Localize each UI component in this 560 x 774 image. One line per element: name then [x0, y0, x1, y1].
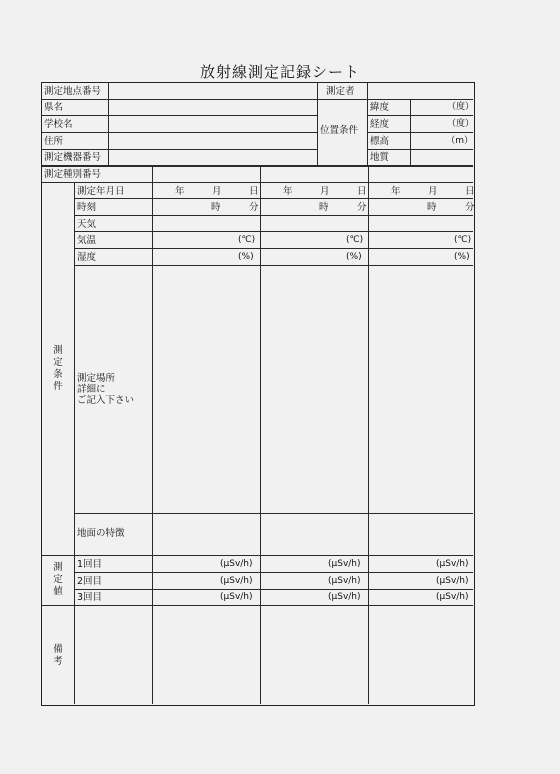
- temperature-label: 気温: [77, 235, 97, 246]
- latitude-label: 緯度: [370, 102, 390, 113]
- school-name-field[interactable]: [110, 117, 316, 131]
- values-group-label: 測定値: [53, 562, 63, 597]
- prefecture-field[interactable]: [110, 101, 316, 114]
- minute-label-col3: 分: [465, 202, 475, 213]
- remarks-field-col2[interactable]: [261, 607, 367, 703]
- year-label-col2: 年: [283, 186, 293, 197]
- round2-label: 2回目: [77, 576, 103, 587]
- sievert-unit-col3-r2: (μSv/h): [436, 576, 469, 586]
- location-field-col2[interactable]: [261, 267, 367, 512]
- address-field[interactable]: [110, 134, 316, 148]
- geology-label: 地質: [370, 152, 390, 163]
- sievert-unit-col2-r1: (μSv/h): [328, 559, 361, 569]
- school-name-label: 学校名: [44, 119, 73, 130]
- percent-unit-col3: (%): [454, 252, 470, 262]
- minute-label-col2: 分: [357, 202, 367, 213]
- sievert-unit-col3-r3: (μSv/h): [436, 592, 469, 602]
- type-number-field-col3[interactable]: [369, 167, 475, 181]
- year-label-col3: 年: [391, 186, 401, 197]
- hour-label-col3: 時: [427, 202, 437, 213]
- location-field-col3[interactable]: [369, 267, 475, 512]
- month-label-col1: 月: [212, 186, 222, 197]
- celsius-unit-col2: (℃): [346, 235, 364, 245]
- device-number-label: 測定機器番号: [44, 152, 102, 163]
- site-number-field[interactable]: [110, 84, 316, 98]
- position-condition-label: 位置条件: [320, 125, 359, 136]
- round3-label: 3回目: [77, 592, 103, 603]
- percent-unit-col2: (%): [346, 252, 362, 262]
- type-number-field-col1[interactable]: [153, 167, 259, 181]
- longitude-field[interactable]: [412, 117, 452, 131]
- device-number-field[interactable]: [110, 151, 316, 164]
- celsius-unit-col1: (℃): [238, 235, 256, 245]
- date-label: 測定年月日: [77, 186, 125, 197]
- altitude-field[interactable]: [412, 134, 452, 148]
- month-label-col2: 月: [320, 186, 330, 197]
- month-label-col3: 月: [428, 186, 438, 197]
- weather-label: 天気: [77, 219, 97, 230]
- round1-label: 1回目: [77, 559, 103, 570]
- latitude-unit: （度）: [446, 102, 474, 112]
- day-label-col3: 日: [465, 186, 475, 197]
- percent-unit-col1: (%): [238, 252, 254, 262]
- site-number-label: 測定地点番号: [44, 86, 102, 97]
- weather-field-col1[interactable]: [153, 217, 259, 230]
- day-label-col2: 日: [357, 186, 367, 197]
- sievert-unit-col1-r2: (μSv/h): [220, 576, 253, 586]
- hour-label-col2: 時: [319, 202, 329, 213]
- document-title: 放射線測定記録シート: [199, 63, 360, 81]
- type-number-field-col2[interactable]: [261, 167, 367, 181]
- measurer-field[interactable]: [369, 84, 472, 98]
- weather-field-col2[interactable]: [261, 217, 367, 230]
- sievert-unit-col3-r1: (μSv/h): [436, 559, 469, 569]
- day-label-col1: 日: [249, 186, 259, 197]
- remarks-field-col3[interactable]: [369, 607, 475, 703]
- sievert-unit-col2-r2: (μSv/h): [328, 576, 361, 586]
- remarks-field-col1[interactable]: [153, 607, 259, 703]
- prefecture-label: 県名: [44, 102, 64, 113]
- altitude-label: 標高: [370, 136, 390, 147]
- measurement-record-form: [41, 82, 475, 706]
- humidity-label: 湿度: [77, 252, 97, 263]
- altitude-unit: （m）: [446, 136, 473, 146]
- sievert-unit-col1-r1: (μSv/h): [220, 559, 253, 569]
- longitude-unit: （度）: [446, 119, 474, 129]
- celsius-unit-col3: (℃): [454, 235, 472, 245]
- weather-field-col3[interactable]: [369, 217, 475, 230]
- sievert-unit-col1-r3: (μSv/h): [220, 592, 253, 602]
- address-label: 住所: [44, 136, 64, 147]
- remarks-group-label: 備考: [53, 644, 63, 667]
- conditions-group-label: 測定条件: [53, 345, 63, 392]
- longitude-label: 経度: [370, 119, 390, 130]
- ground-feature-field-col1[interactable]: [153, 515, 259, 554]
- minute-label-col1: 分: [249, 202, 259, 213]
- ground-feature-field-col3[interactable]: [369, 515, 475, 554]
- ground-feature-field-col2[interactable]: [261, 515, 367, 554]
- hour-label-col1: 時: [211, 202, 221, 213]
- type-number-label: 測定種別番号: [44, 169, 102, 180]
- location-field-col1[interactable]: [153, 267, 259, 512]
- latitude-field[interactable]: [412, 101, 452, 114]
- time-label: 時刻: [77, 202, 97, 213]
- sievert-unit-col2-r3: (μSv/h): [328, 592, 361, 602]
- location-label: 測定場所 詳細に ご記入下さい: [77, 373, 135, 406]
- ground-feature-label: 地面の特徴: [77, 528, 125, 539]
- measurer-label: 測定者: [326, 86, 355, 97]
- year-label-col1: 年: [175, 186, 185, 197]
- geology-field[interactable]: [412, 151, 472, 164]
